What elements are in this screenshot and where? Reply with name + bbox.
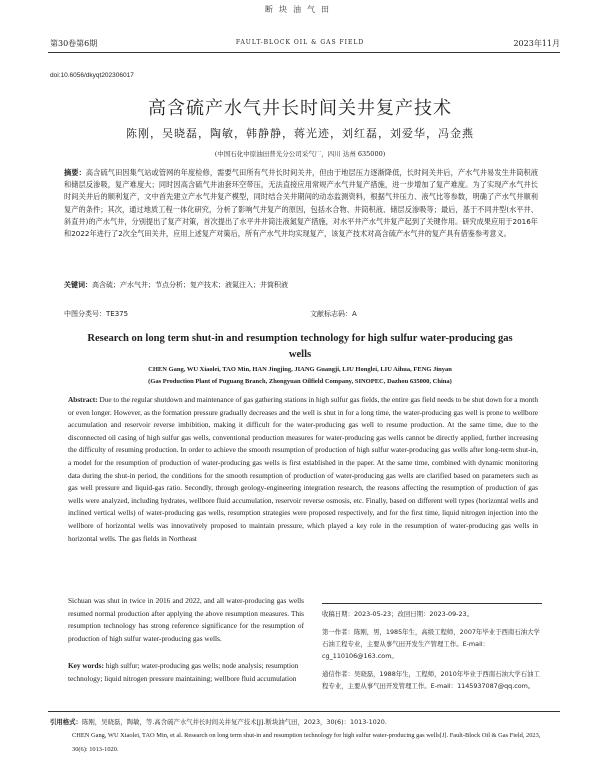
header-rule [48, 52, 560, 53]
journal-name-cn: 断块油气田 [265, 5, 335, 14]
keywords-en-label: Key words: [68, 661, 104, 670]
page-title-en: Research on long term shut-in and resumption technology for high sulfur water-producing gas wells [87, 333, 513, 360]
authors-cn: 陈刚，吴晓磊，陶敏，韩静静，蒋光迹，刘红磊，刘爱华，冯金燕 [126, 127, 474, 140]
abstract-en-tail: Sichuan was shut in twice in 2016 and 2022, and all water-producing gas wells resumed normal production after applying the above resumption measures. This resumption technology has strong reference significance for the resumption of production of high sulfur water-producing gas wells. [68, 596, 304, 643]
doi: doi:10.6056/dkyqt202306017 [50, 72, 134, 79]
volume-issue: 第30卷第6期 [50, 39, 98, 48]
corresponding-author-info: 通信作者：吴晓磊，1988年生，工程师，2010年毕业于西南石油大学石油工程专业，主要从事气田开发管理工作。E-mail：1145937087@qq.com。 [322, 670, 540, 690]
citation-en: CHEN Gang, WU Xiaolei, TAO Min, et al. Research on long term shut-in and resumption technology for high sulfur water-producing gas wells[J]. Fault-Block Oil & Gas Field, 2023, 30(6): 1013-1020. [72, 732, 541, 753]
abstract-en-text: Due to the regular shutdown and maintenance of gas gathering stations in high sulfur gas fields, the entire gas field needs to be shut down for a month or even longer. However, as the formation pressure gradually decreases and the well is shut in for a long time, the water-producing gas well is prone to wellbore accumulation and reservoir reverse imbibition, making it difficult for the water-producing gas well to resume production. At the same time, due to the disconnected oil casing of high sulfur gas wells, conventional production measures for water-producing gas wells cannot be directly applied, further increasing the difficulty of resuming production. In order to achieve the smooth resumption of production of high sulfur water-producing gas wells after long-term shut-in, a model for the resumption of production of water-producing gas wells is first established in the paper. At the same time, combined with dynamic monitoring data during the shut-in period, the conditions for the smooth resumption of production of water-producing gas wells are clarified based on parameters such as gas well pressure and liquid-gas ratio. Secondly, through geology-engineering integration research, the reasons affecting the resumption of production of gas wells were analyzed, including hydrates, wellbore fluid accumulation, reservoir reverse osmosis, etc. Finally, based on different well types (horizontal wells and inclined vertical wells) of water-producing gas wells, resumption strategies were proposed respectively, and for the first time, liquid nitrogen injection into the wellbore of horizontal wells was innovatively proposed to maintain pressure, which played a key role in the resumption of water-producing gas wells in horizontal wells. The gas fields in Northeast [68, 395, 538, 543]
abstract-cn-text: 高含硫气田因集气站或管网的年度检修，需要气田所有气井长时间关井，但由于地层压力逐渐降低，长时间关井后，产水气井易发生井筒积液和储层反渗吸，复产难度大；同时因高含硫气井油套环空带压，无法直接应用常规产水气井复产措施，进一步增加了复产难度。为了实现产水气井长时间关井后的顺利复产，文中首先建立产水气井复产模型，同时结合关井期间的动态监测资料，根据气井压力、液气比等参数，明确了产水气井顺利复产的条件；其次，通过地质工程一体化研究，分析了影响气井复产的原因，包括水合物、井筒积液、储层反渗吸等；最后，基于不同井型(水平井、斜直井)的产水气井，分别提出了复产对策，首次提出了水平井井筒注液氮复产措施，对水平井产水气井复产起到了关键作用。研究成果应用于2016年和2022年进行了2次全气田关井，应用上述复产对策后，所有产水气井均实现复产，该复产技术对高含硫产水气井的复产具有借鉴参考意义。 [64, 168, 538, 239]
keywords-cn-label: 关键词： [64, 281, 92, 289]
clc-number [64, 309, 128, 319]
abstract-en-label: Abstract: [68, 395, 98, 404]
keywords-cn [64, 280, 538, 290]
clc-label: 中图分类号： [64, 310, 106, 318]
citation-label: 引用格式： [50, 718, 82, 726]
abstract-en [68, 394, 538, 545]
abstract-cn [64, 167, 538, 240]
doccode-value: A [352, 310, 357, 318]
first-author-info: 第一作者：陈刚，男，1985年生，高级工程师，2007年毕业于西南石油大学石油工程专业，主要从事气田开发生产管理工作。E-mail：cg_110106@163.com。 [322, 628, 540, 660]
keywords-en-text: high sulfur; water-producing gas wells; node analysis; resumption technology; liquid nitrogen pressure maintaining; wellbore fluid accumulation [68, 661, 299, 683]
keywords-cn-text: 高含硫；产水气井；节点分析；复产技术；液氮注入；井筒积液 [92, 281, 288, 289]
journal-name-en: FAULT-BLOCK OIL & GAS FIELD [235, 39, 365, 46]
info-rule [322, 603, 542, 604]
citation-cn: 陈刚，吴晓磊，陶敏，等.高含硫产水气井长时间关井复产技术[J].断块油气田，2023，30(6)：1013-1020. [81, 718, 387, 726]
affiliation-cn: (中国石化中原油田普光分公司采气厂，四川 达州 635000) [214, 150, 386, 158]
received-date: 收稿日期：2023-05-23；改回日期：2023-09-23。 [322, 610, 473, 618]
authors-en: CHEN Gang, WU Xiaolei, TAO Min, HAN Jingjing, JIANG Guangji, LIU Honglei, LIU Aihua, FENG Jinyan [148, 366, 452, 373]
citation-rule [48, 711, 560, 712]
clc-value: TE375 [106, 310, 129, 318]
abstract-cn-label: 摘要： [64, 168, 86, 177]
article-info [322, 608, 542, 698]
page-title-cn: 高含硫产水气井长时间关井复产技术 [148, 98, 452, 119]
citation [50, 715, 550, 757]
document-code [310, 309, 357, 319]
issue-date: 2023年11月 [513, 39, 560, 48]
keywords-en [68, 660, 304, 685]
affiliation-en: (Gas Production Plant of Puguang Branch, Zhongyuan Oilfield Company, SINOPEC, Dazhou 635000, China) [148, 378, 452, 385]
doccode-label: 文献标志码： [310, 310, 352, 318]
